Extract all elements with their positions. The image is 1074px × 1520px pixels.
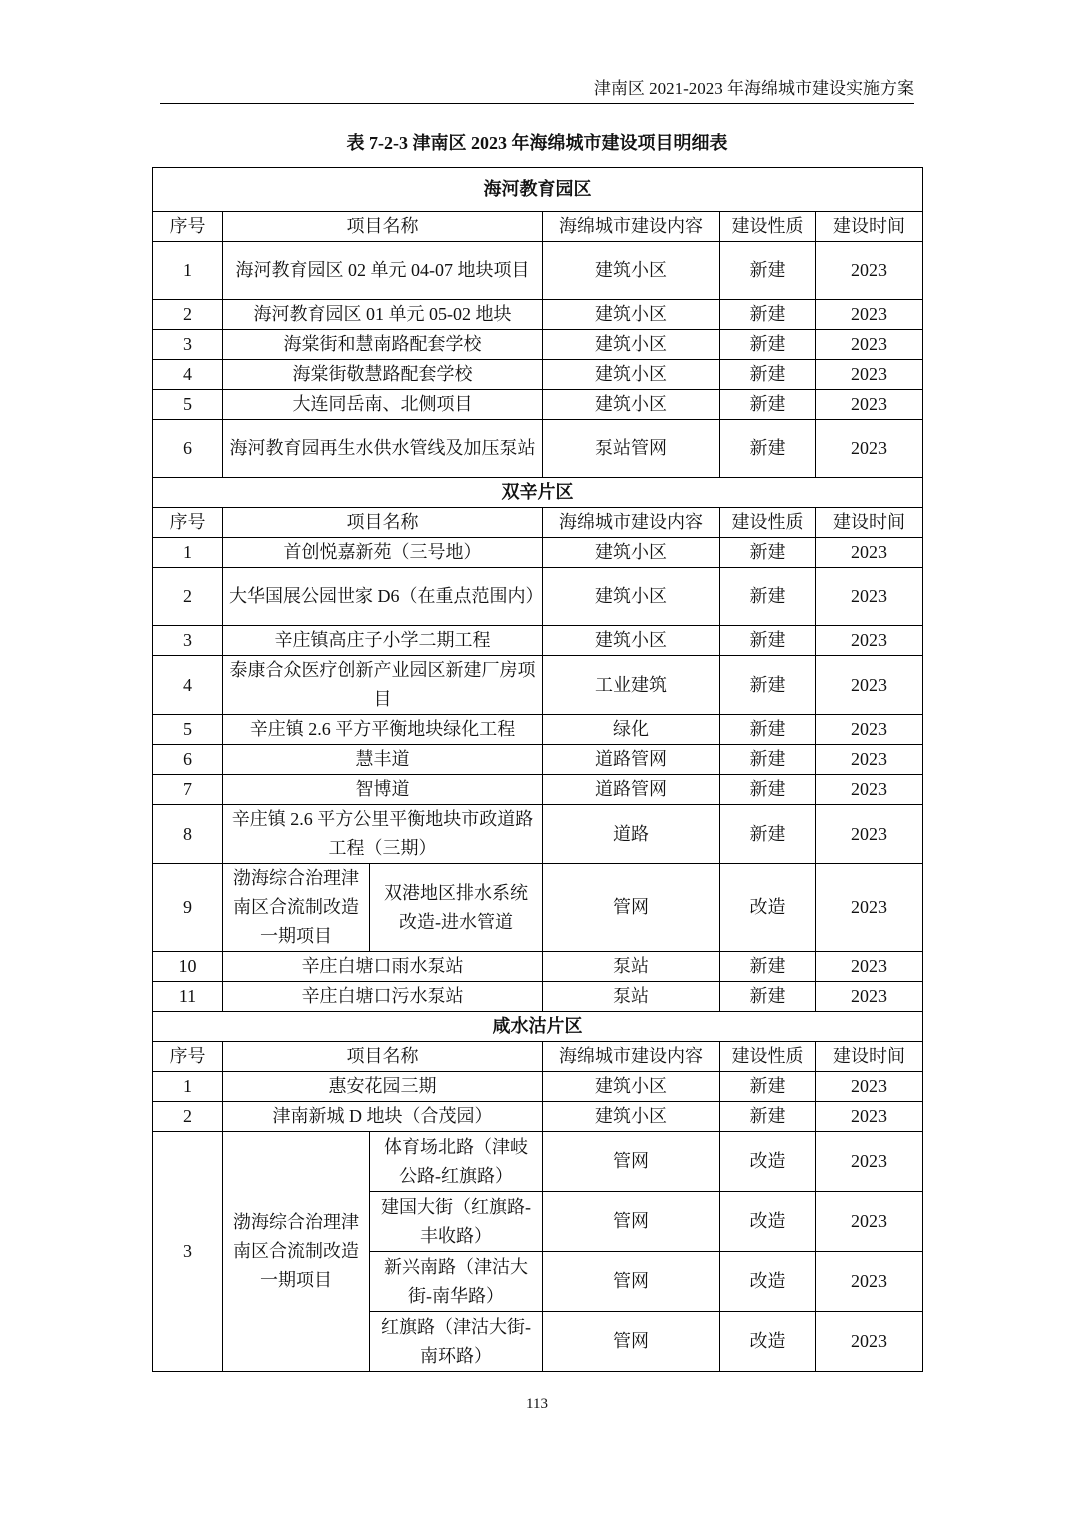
cell-nature: 新建	[720, 242, 816, 300]
cell-content: 建筑小区	[543, 1072, 720, 1102]
page-number: 113	[526, 1396, 548, 1412]
cell-content: 管网	[543, 1252, 720, 1312]
section-title: 咸水沽片区	[153, 1012, 923, 1042]
page-header: 津南区 2021-2023 年海绵城市建设实施方案	[160, 74, 914, 104]
col-header: 序号	[153, 508, 223, 538]
cell-name: 辛庄白塘口雨水泵站	[223, 952, 543, 982]
table-header-row	[153, 1042, 923, 1072]
cell-content: 建筑小区	[543, 330, 720, 360]
cell-time: 2023	[816, 864, 923, 952]
cell-no: 5	[153, 390, 223, 420]
col-header: 项目名称	[223, 508, 543, 538]
cell-name: 辛庄白塘口污水泵站	[223, 982, 543, 1012]
cell-content: 管网	[543, 864, 720, 952]
cell-no: 3	[153, 330, 223, 360]
cell-name: 海棠街和慧南路配套学校	[223, 330, 543, 360]
cell-time: 2023	[816, 420, 923, 478]
section-title: 双辛片区	[153, 478, 923, 508]
cell-content: 建筑小区	[543, 360, 720, 390]
table-row	[153, 745, 923, 775]
cell-no: 3	[153, 1132, 223, 1372]
section-title: 海河教育园区	[153, 168, 923, 212]
cell-no: 4	[153, 360, 223, 390]
table-row	[153, 982, 923, 1012]
cell-no: 1	[153, 538, 223, 568]
cell-time: 2023	[816, 656, 923, 715]
col-header: 建设性质	[720, 508, 816, 538]
table-row	[153, 420, 923, 478]
cell-time: 2023	[816, 538, 923, 568]
cell-no: 9	[153, 864, 223, 952]
cell-time: 2023	[816, 390, 923, 420]
cell-name: 首创悦嘉新苑（三号地）	[223, 538, 543, 568]
cell-subname: 新兴南路（津沽大街-南华路）	[370, 1252, 543, 1312]
cell-content: 建筑小区	[543, 1102, 720, 1132]
cell-content: 建筑小区	[543, 568, 720, 626]
cell-name: 渤海综合治理津南区合流制改造一期项目	[223, 864, 370, 952]
cell-content: 绿化	[543, 715, 720, 745]
cell-name: 海棠街敬慧路配套学校	[223, 360, 543, 390]
cell-content: 道路管网	[543, 745, 720, 775]
table-row	[153, 538, 923, 568]
table-row	[153, 656, 923, 715]
table-row	[153, 568, 923, 626]
cell-content: 泵站管网	[543, 420, 720, 478]
table-title: 表 7-2-3 津南区 2023 年海绵城市建设项目明细表	[346, 133, 728, 153]
cell-content: 建筑小区	[543, 300, 720, 330]
cell-nature: 新建	[720, 805, 816, 864]
table-row	[153, 300, 923, 330]
cell-time: 2023	[816, 360, 923, 390]
cell-no: 10	[153, 952, 223, 982]
cell-time: 2023	[816, 775, 923, 805]
cell-name: 辛庄镇 2.6 平方平衡地块绿化工程	[223, 715, 543, 745]
col-header: 建设性质	[720, 1042, 816, 1072]
table-row	[153, 1132, 923, 1192]
cell-nature: 新建	[720, 656, 816, 715]
cell-no: 6	[153, 420, 223, 478]
cell-nature: 新建	[720, 420, 816, 478]
cell-nature: 改造	[720, 1192, 816, 1252]
cell-time: 2023	[816, 330, 923, 360]
cell-content: 建筑小区	[543, 390, 720, 420]
cell-name: 海河教育园再生水供水管线及加压泵站	[223, 420, 543, 478]
cell-name: 惠安花园三期	[223, 1072, 543, 1102]
table-row	[153, 360, 923, 390]
cell-nature: 新建	[720, 538, 816, 568]
cell-nature: 新建	[720, 982, 816, 1012]
cell-time: 2023	[816, 1072, 923, 1102]
cell-time: 2023	[816, 715, 923, 745]
table-row	[153, 390, 923, 420]
cell-nature: 新建	[720, 390, 816, 420]
col-header: 建设时间	[816, 212, 923, 242]
cell-nature: 新建	[720, 775, 816, 805]
table-row	[153, 1072, 923, 1102]
cell-content: 建筑小区	[543, 626, 720, 656]
cell-content: 管网	[543, 1132, 720, 1192]
cell-time: 2023	[816, 952, 923, 982]
table-row	[153, 775, 923, 805]
col-header: 项目名称	[223, 212, 543, 242]
cell-content: 工业建筑	[543, 656, 720, 715]
cell-nature: 改造	[720, 1252, 816, 1312]
col-header: 序号	[153, 212, 223, 242]
cell-time: 2023	[816, 300, 923, 330]
cell-content: 建筑小区	[543, 242, 720, 300]
table-row	[153, 715, 923, 745]
col-header: 序号	[153, 1042, 223, 1072]
cell-content: 泵站	[543, 982, 720, 1012]
cell-name: 津南新城 D 地块（合茂园）	[223, 1102, 543, 1132]
col-header: 海绵城市建设内容	[543, 212, 720, 242]
cell-name: 智博道	[223, 775, 543, 805]
cell-nature: 新建	[720, 626, 816, 656]
cell-no: 1	[153, 242, 223, 300]
cell-name: 辛庄镇 2.6 平方公里平衡地块市政道路工程（三期）	[223, 805, 543, 864]
cell-subname: 体育场北路（津岐公路-红旗路）	[370, 1132, 543, 1192]
table-row	[153, 1102, 923, 1132]
cell-time: 2023	[816, 805, 923, 864]
table-row	[153, 864, 923, 952]
cell-time: 2023	[816, 242, 923, 300]
table-row	[153, 242, 923, 300]
cell-time: 2023	[816, 626, 923, 656]
cell-name: 慧丰道	[223, 745, 543, 775]
table-row	[153, 805, 923, 864]
cell-time: 2023	[816, 1252, 923, 1312]
cell-no: 8	[153, 805, 223, 864]
cell-content: 管网	[543, 1192, 720, 1252]
cell-name: 海河教育园区 01 单元 05-02 地块	[223, 300, 543, 330]
cell-no: 2	[153, 1102, 223, 1132]
cell-nature: 新建	[720, 715, 816, 745]
cell-no: 6	[153, 745, 223, 775]
col-header: 建设时间	[816, 508, 923, 538]
cell-time: 2023	[816, 568, 923, 626]
table-header-row	[153, 212, 923, 242]
col-header: 项目名称	[223, 1042, 543, 1072]
cell-content: 泵站	[543, 952, 720, 982]
cell-nature: 新建	[720, 360, 816, 390]
col-header: 海绵城市建设内容	[543, 508, 720, 538]
cell-time: 2023	[816, 745, 923, 775]
cell-name: 大连同岳南、北侧项目	[223, 390, 543, 420]
cell-time: 2023	[816, 1102, 923, 1132]
project-table	[152, 167, 923, 1372]
cell-name: 泰康合众医疗创新产业园区新建厂房项目	[223, 656, 543, 715]
table-row	[153, 330, 923, 360]
cell-name: 海河教育园区 02 单元 04-07 地块项目	[223, 242, 543, 300]
cell-nature: 新建	[720, 568, 816, 626]
cell-no: 11	[153, 982, 223, 1012]
cell-no: 1	[153, 1072, 223, 1102]
col-header: 建设性质	[720, 212, 816, 242]
cell-nature: 改造	[720, 1132, 816, 1192]
cell-nature: 新建	[720, 1102, 816, 1132]
cell-content: 建筑小区	[543, 538, 720, 568]
cell-no: 2	[153, 300, 223, 330]
cell-nature: 改造	[720, 1312, 816, 1372]
col-header: 海绵城市建设内容	[543, 1042, 720, 1072]
cell-nature: 新建	[720, 1072, 816, 1102]
cell-subname: 建国大街（红旗路-丰收路）	[370, 1192, 543, 1252]
cell-no: 2	[153, 568, 223, 626]
cell-no: 4	[153, 656, 223, 715]
col-header: 建设时间	[816, 1042, 923, 1072]
cell-time: 2023	[816, 1312, 923, 1372]
cell-time: 2023	[816, 1132, 923, 1192]
cell-nature: 新建	[720, 745, 816, 775]
cell-subname: 红旗路（津沽大街-南环路）	[370, 1312, 543, 1372]
cell-name: 辛庄镇高庄子小学二期工程	[223, 626, 543, 656]
cell-no: 5	[153, 715, 223, 745]
cell-nature: 新建	[720, 300, 816, 330]
cell-time: 2023	[816, 1192, 923, 1252]
cell-nature: 新建	[720, 952, 816, 982]
cell-nature: 新建	[720, 330, 816, 360]
table-row	[153, 952, 923, 982]
cell-time: 2023	[816, 982, 923, 1012]
table-header-row	[153, 508, 923, 538]
cell-nature: 改造	[720, 864, 816, 952]
cell-content: 道路管网	[543, 775, 720, 805]
cell-content: 管网	[543, 1312, 720, 1372]
cell-name: 大华国展公园世家 D6（在重点范围内）	[223, 568, 543, 626]
table-row	[153, 626, 923, 656]
cell-no: 3	[153, 626, 223, 656]
cell-content: 道路	[543, 805, 720, 864]
cell-no: 7	[153, 775, 223, 805]
cell-subname: 双港地区排水系统改造-进水管道	[370, 864, 543, 952]
cell-name: 渤海综合治理津南区合流制改造一期项目	[223, 1132, 370, 1372]
